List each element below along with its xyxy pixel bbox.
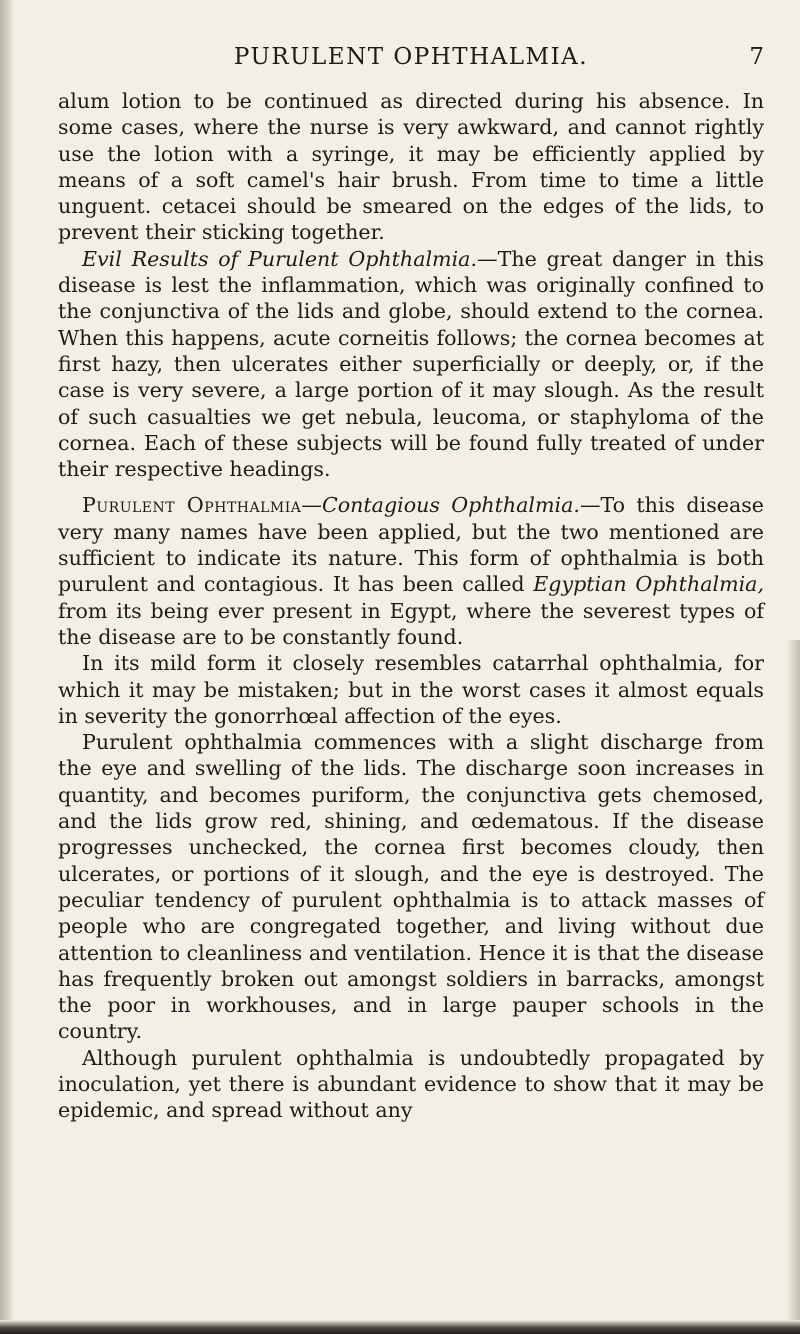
body-text: [58, 88, 764, 1124]
paragraph-commences: Purulent ophthalmia commences with a slight discharge from the eye and swelling of the lids. The discharge soon increases in quantity, and becomes puriform, the conjunctiva gets chemosed, and the lids grow red, shining, and œdematous. If the disease progresses unchecked, the cornea first becomes cloudy, then ulcerates, or portions of it slough, and the eye is destroyed. The peculiar tendency of purulent ophthalmia is to attack masses of people who are congregated together, and living without due attention to cleanliness and ventilation. Hence it is that the disease has frequently broken out amongst soldiers in barracks, amongst the poor in workhouses, and in large pauper schools in the country.: [58, 730, 764, 1044]
paragraph-inoculation: Although purulent ophthalmia is undoubtedly propagated by inoculation, yet there is abundant evidence to show that it may be epidemic, and spread without any: [58, 1045, 764, 1123]
page-shadow-left: [0, 0, 14, 1334]
page-shadow-right: [786, 640, 800, 1334]
paragraph-evil-results: [58, 246, 764, 483]
section-heading-evil-results: Evil Results of Purulent Ophthalmia.: [82, 246, 477, 271]
section-heading-purulent-ophthalmia: Purulent Ophthalmia: [82, 493, 302, 518]
paragraph-mild-form: In its mild form it closely resembles catarrhal ophthalmia, for which it may be mistaken; but in the worst cases it almost equals in severity the gonorrhœal affection of the eyes.: [58, 651, 764, 728]
page-header: [58, 44, 764, 78]
term-egyptian-ophthalmia: Egyptian Ophthalmia,: [533, 572, 765, 597]
running-head: PURULENT OPHTHALMIA.: [233, 44, 589, 70]
section-subheading-contagious: Contagious Ophthalmia.: [321, 493, 580, 518]
paragraph-purulent-body-b: from its being ever present in Egypt, where the severest types of the disease are to be constantly found.: [58, 598, 764, 649]
paragraph-1: alum lotion to be continued as directed during his absence. In some cases, where the nurse is very awkward, and cannot rightly use the lotion with a syringe, it may be efficiently applied by means of a soft camel's hair brush. From time to time a little unguent. cetacei should be smeared on the edges of the lids, to prevent their sticking together.: [58, 89, 764, 245]
page-number: 7: [749, 44, 764, 70]
page-edge-bottom: [0, 1320, 800, 1334]
paragraph-purulent-body-a: —To this disease very many names have been applied, but the two mentioned are sufficient to indicate its nature. This form of ophthalmia is both purulent and contagious. It has been called: [58, 493, 764, 597]
paragraph-purulent-ophthalmia: Purulent Ophthalmia—Contagious Ophthalmia.—To this disease very many names have been applied, but the two mentioned are sufficient to indicate its nature. This form of ophthalmia is both purulent and contagious. It has been called Egyptian Ophthalmia, from its being ever present in Egypt, where the severest types of the disease are to be constantly found.: [58, 493, 765, 649]
paragraph-evil-results-body: —The great danger in this disease is lest the inflammation, which was originally confined to the conjunctiva of the lids and globe, should extend to the cornea. When this happens, acute corneitis follows; the cornea becomes at first hazy, then ulcerates either superficially or deeply, or, if the case is very severe, a large portion of it may slough. As the result of such casualties we get nebula, leucoma, or staphyloma of the cornea. Each of these subjects will be found fully treated of under their respective headings.: [58, 246, 764, 482]
